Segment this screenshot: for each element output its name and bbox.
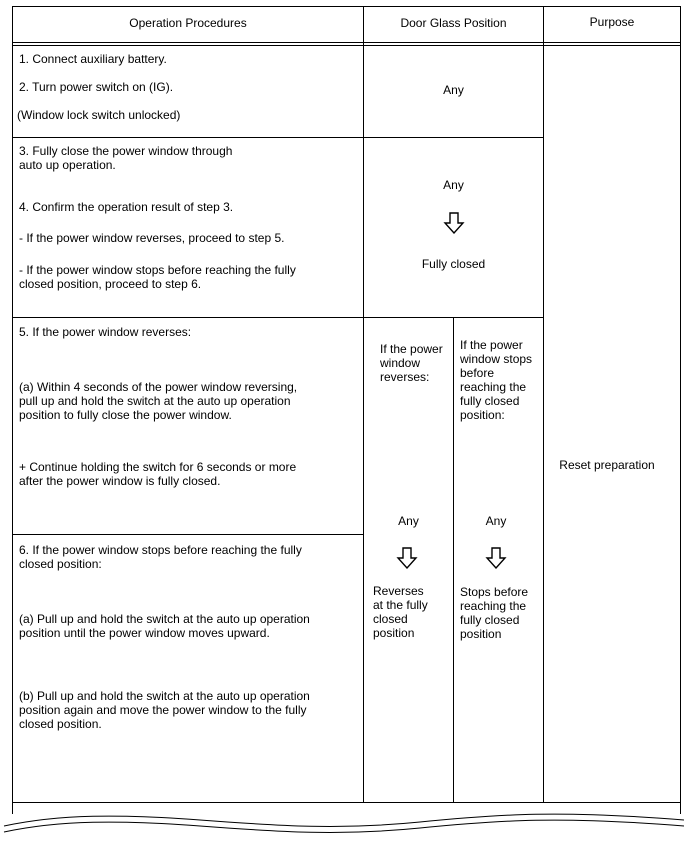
split-right-to-3: fully closed bbox=[460, 613, 520, 627]
split-left-heading-3: reverses: bbox=[380, 370, 430, 384]
split-right-heading-1: If the power bbox=[460, 338, 523, 352]
step-5a-line3: position to fully close the power window. bbox=[19, 408, 232, 422]
step-4-bullet-1: - If the power window reverses, proceed to step 5. bbox=[19, 231, 285, 245]
row1-position: Any bbox=[443, 83, 464, 97]
split-right-heading-4: reaching the bbox=[460, 380, 527, 394]
step-6b-line2: position again and move the power window to the fully bbox=[19, 703, 307, 717]
header-operation-procedures: Operation Procedures bbox=[129, 16, 247, 30]
split-right-to-1: Stops before bbox=[460, 585, 529, 599]
down-arrow-icon bbox=[396, 547, 418, 569]
step-6-line2: closed position: bbox=[19, 557, 102, 571]
split-left-to-4: position bbox=[373, 626, 415, 640]
torn-edge bbox=[0, 806, 688, 836]
row-divider-3 bbox=[12, 534, 364, 535]
table-border-bottom bbox=[12, 802, 681, 803]
step-4-bullet-2-line2: closed position, proceed to step 6. bbox=[19, 277, 202, 291]
header-purpose: Purpose bbox=[589, 15, 635, 29]
row2-position-to: Fully closed bbox=[421, 257, 486, 271]
header-divider bbox=[12, 42, 681, 43]
step-5a-line2: pull up and hold the switch at the auto up operation bbox=[19, 394, 291, 408]
split-left-heading-1: If the power bbox=[380, 342, 443, 356]
table-border-right bbox=[680, 6, 681, 814]
split-left-heading-2: window bbox=[380, 356, 421, 370]
step-6b-line1: (b) Pull up and hold the switch at the auto up operation bbox=[19, 689, 310, 703]
window-lock-note: (Window lock switch unlocked) bbox=[17, 108, 181, 122]
split-right-from: Any bbox=[485, 514, 507, 528]
split-right-to-2: reaching the bbox=[460, 599, 527, 613]
step-4-bullet-2-line1: - If the power window stops before reaching the fully bbox=[19, 263, 296, 277]
split-right-heading-2: window stops bbox=[460, 352, 533, 366]
step-6b-line3: closed position. bbox=[19, 717, 102, 731]
split-right-heading-5: fully closed bbox=[460, 394, 520, 408]
split-left-from: Any bbox=[398, 514, 419, 528]
col-divider-2 bbox=[543, 6, 544, 802]
step-6a-line2: position until the power window moves upward. bbox=[19, 626, 270, 640]
step-2-text: 2. Turn power switch on (IG). bbox=[19, 80, 174, 94]
col-divider-1 bbox=[363, 6, 364, 802]
split-right-heading-6: position: bbox=[460, 408, 505, 422]
split-left-to-2: at the fully bbox=[373, 598, 428, 612]
down-arrow-icon bbox=[443, 212, 465, 234]
split-right-heading-3: before bbox=[460, 366, 495, 380]
step-6-line1: 6. If the power window stops before reaching the fully bbox=[19, 543, 302, 557]
table-border-top bbox=[12, 6, 681, 7]
position-split-divider bbox=[453, 317, 454, 802]
table-border-left bbox=[12, 6, 13, 814]
header-divider-2 bbox=[12, 45, 681, 46]
split-left-to-1: Reverses bbox=[373, 584, 424, 598]
step-1-text: 1. Connect auxiliary battery. bbox=[19, 52, 167, 66]
step-5-text: 5. If the power window reverses: bbox=[19, 325, 192, 339]
split-left-to-3: closed bbox=[373, 612, 408, 626]
step-3-line1: 3. Fully close the power window through bbox=[19, 144, 233, 158]
row-divider-1 bbox=[12, 137, 544, 138]
row2-position-from: Any bbox=[443, 178, 464, 192]
split-right-to-4: position bbox=[460, 627, 502, 641]
step-3-line2: auto up operation. bbox=[19, 158, 116, 172]
down-arrow-icon bbox=[485, 547, 507, 569]
step-5-plus-line1: + Continue holding the switch for 6 seconds or more bbox=[19, 460, 297, 474]
step-5a-line1: (a) Within 4 seconds of the power window reversing, bbox=[19, 380, 298, 394]
step-4-text: 4. Confirm the operation result of step 3. bbox=[19, 200, 234, 214]
row-divider-2 bbox=[12, 317, 544, 318]
purpose-text: Reset preparation bbox=[559, 458, 655, 472]
header-door-glass-position: Door Glass Position bbox=[400, 16, 507, 30]
step-6a-line1: (a) Pull up and hold the switch at the auto up operation bbox=[19, 612, 310, 626]
step-5-plus-line2: after the power window is fully closed. bbox=[19, 474, 221, 488]
